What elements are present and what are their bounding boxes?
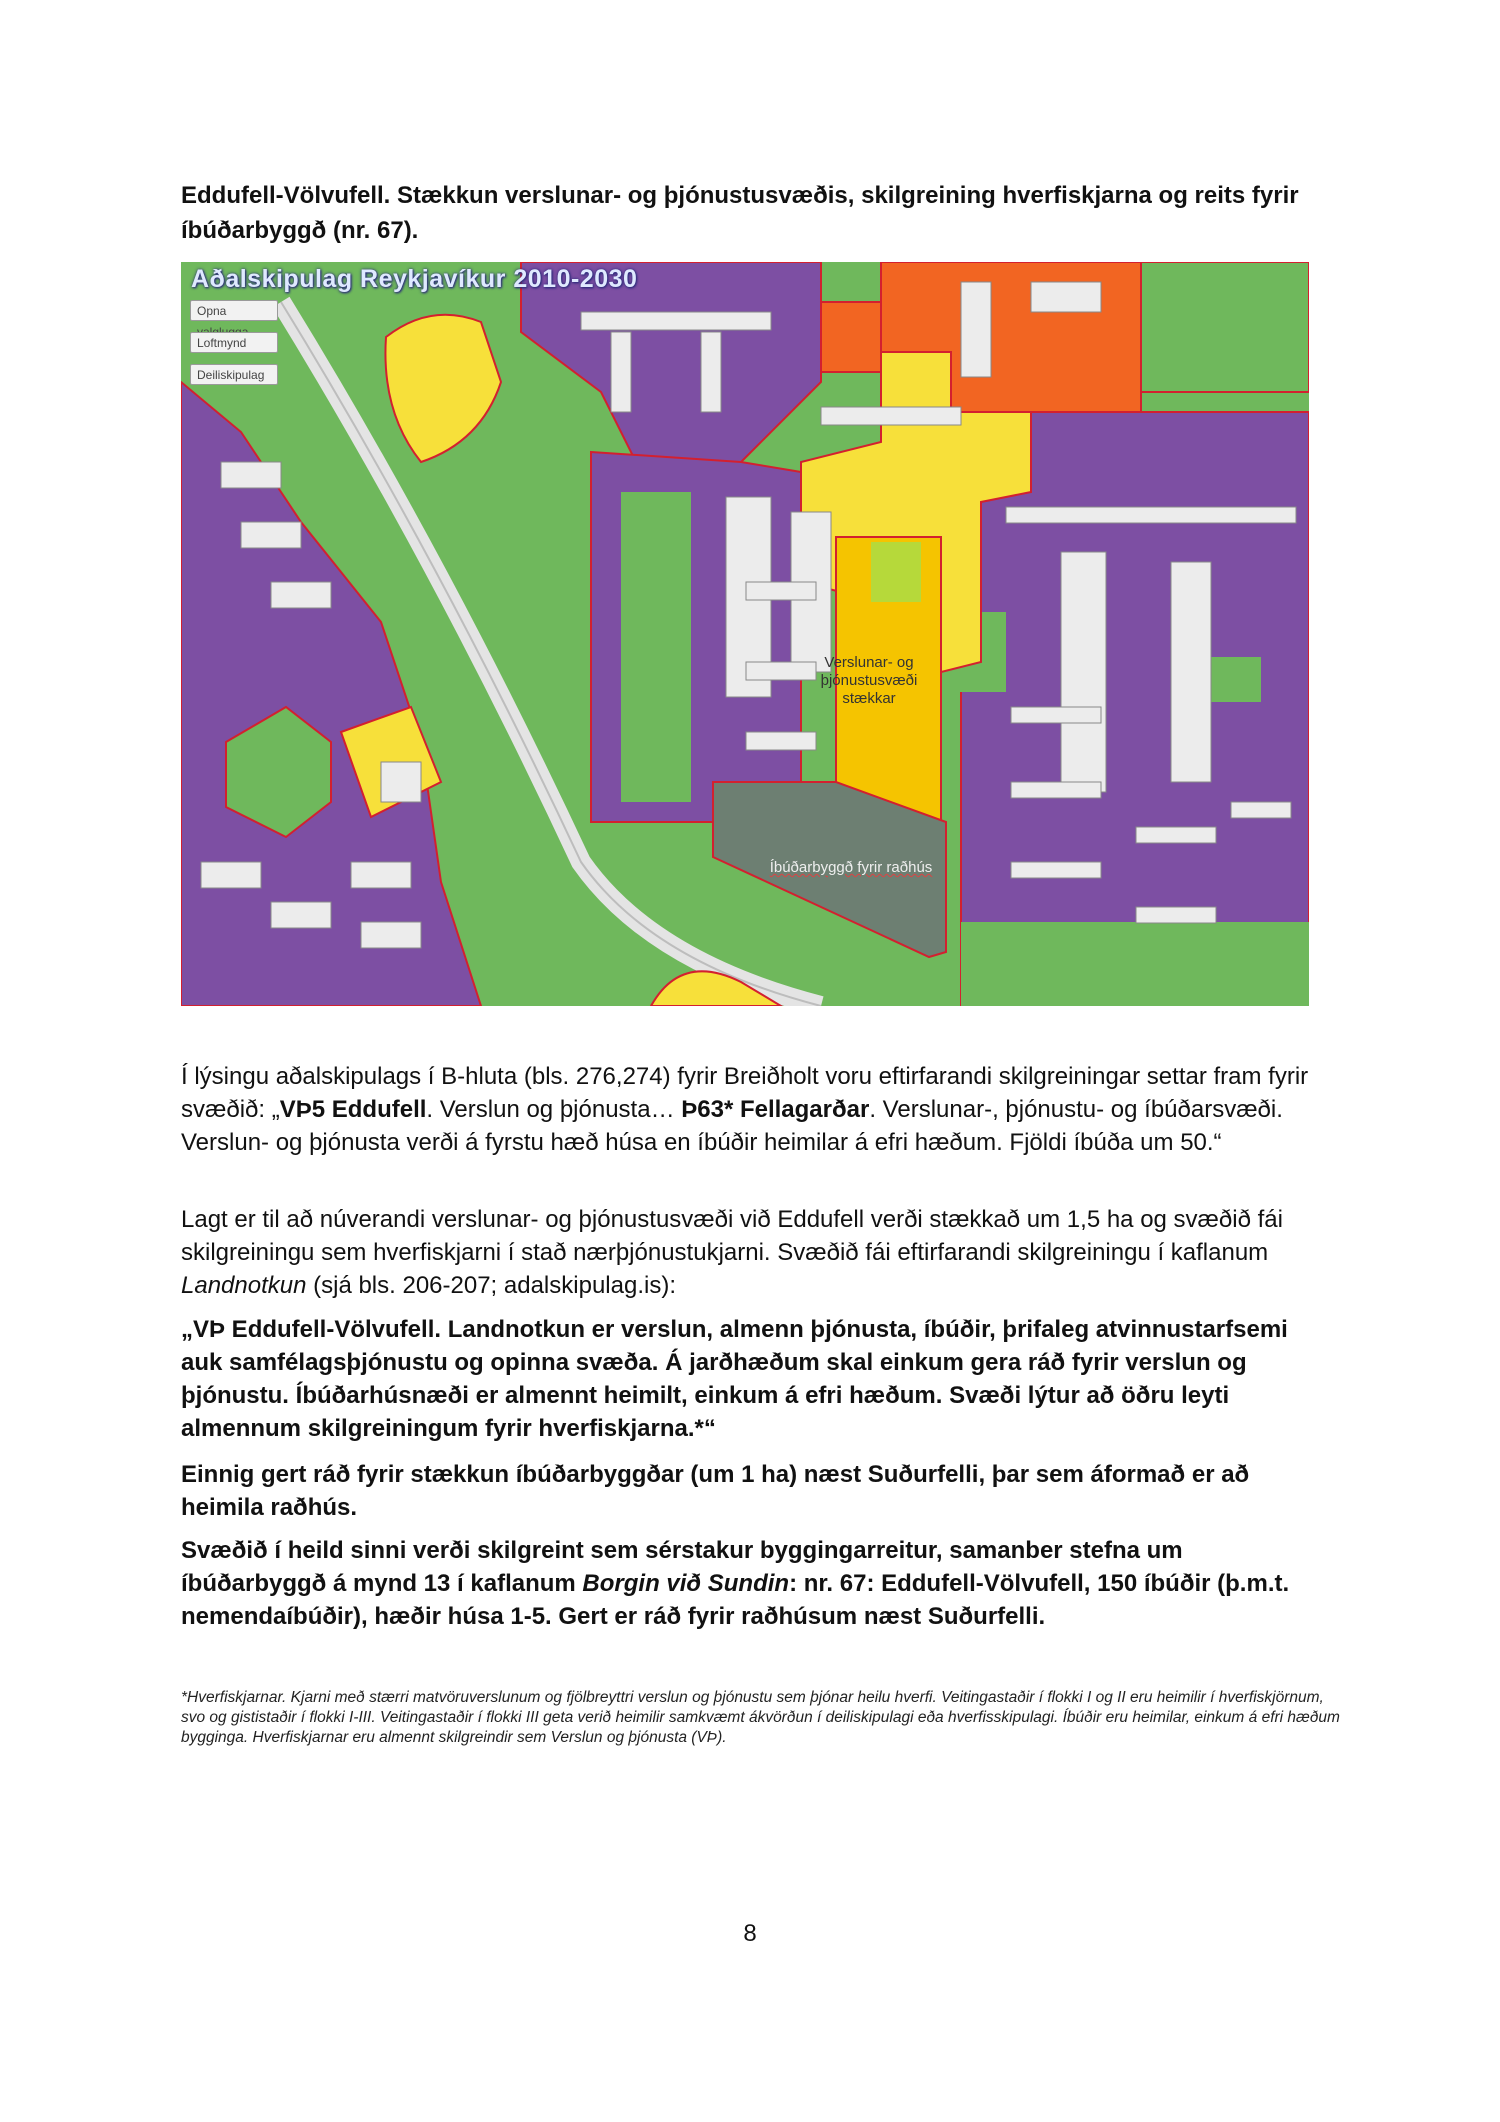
paragraph-2: Lagt er til að núverandi verslunar- og þjónustusvæði við Eddufell verði stækkað um 1,5 ha og svæðið fái skilgreiningu sem hverfiskjarni í stað nærþjónustukjarni. Svæðið fái eftirfarandi skilgreiningu í kaflanum Landnotkun (sjá bls. 206-207; adalskipulag.is): <box>181 1206 1283 1299</box>
aerial-view-button[interactable]: Loftmynd <box>190 332 278 353</box>
paragraph-4: Einnig gert ráð fyrir stækkun íbúðarbyggðar (um 1 ha) næst Suðurfelli, þar sem áformað er að heimila raðhús. <box>181 1461 1250 1521</box>
paragraph-3: „VÞ Eddufell-Völvufell. Landnotkun er verslun, almenn þjónusta, íbúðir, þrifaleg atvinnustarfsemi auk samfélagsþjónustu og opinna svæða. Á jarðhæðum skal einkum gera ráð fyrir verslun og þjónustu. Íbúðarhúsnæði er almennt heimilt, einkum á efri hæðum. Svæði lýtur að öðru leyti almennum skilgreiningum fyrir hverfiskjarna.*“ <box>181 1316 1288 1442</box>
map-canvas <box>181 262 1309 1006</box>
paragraph-1: Í lýsingu aðalskipulags í B-hluta (bls. 276,274) fyrir Breiðholt voru eftirfarandi skilgreiningar settar fram fyrir svæðið: „VÞ5 Eddufell. Verslun og þjónusta… Þ63* Fellagarðar. Verslunar-, þjónustu- og íbúðarsvæði. Verslun- og þjónusta verði á fyrstu hæð húsa en íbúðir heimilar á efri hæðum. Fjöldi íbúða um 50.“ <box>181 1063 1309 1156</box>
map-title: Aðalskipulag Reykjavíkur 2010-2030 <box>191 265 638 293</box>
commercial-zone-label: Verslunar- og þjónustusvæði stækkar <box>820 654 918 707</box>
open-panel-button[interactable]: Opna <box>190 300 278 321</box>
zoning-map[interactable] <box>181 262 1309 1006</box>
paragraph-5: Svæðið í heild sinni verði skilgreint sem sérstakur byggingarreitur, samanber stefna um íbúðarbyggð á mynd 13 í kaflanum Borgin við Sundin: nr. 67: Eddufell-Völvufell, 150 íbúðir (þ.m.t. nemendaíbúðir), hæðir húsa 1-5. Gert er ráð fyrir raðhúsum næst Suðurfelli. <box>181 1537 1290 1630</box>
detail-plan-button[interactable]: Deiliskipulag <box>190 364 278 385</box>
residential-zone-label: Íbúðarbyggð fyrir raðhús <box>769 859 933 876</box>
section-heading: Eddufell-Völvufell. Stækkun verslunar- og þjónustusvæðis, skilgreining hverfiskjarna og reits fyrir íbúðarbyggð (nr. 67). <box>181 182 1299 244</box>
footnote: *Hverfiskjarnar. Kjarni með stærri matvöruverslunum og fjölbreyttri verslun og þjónustu sem þjónar heilu hverfi. Veitingastaðir í flokki I og II eru heimilir í hverfiskjörnum, svo og gististaðir í flokki I-III. Veitingastaðir í flokki III geta verið heimilir samkvæmt ákvörðun í deiliskipulagi eða hverfisskipulagi. Íbúðir eru heimilar, einkum á efri hæðum bygginga. Hverfiskjarnar eru almennt skilgreindir sem Verslun og þjónusta (VÞ). <box>181 1689 1340 1746</box>
page-number: 8 <box>743 1920 757 1947</box>
